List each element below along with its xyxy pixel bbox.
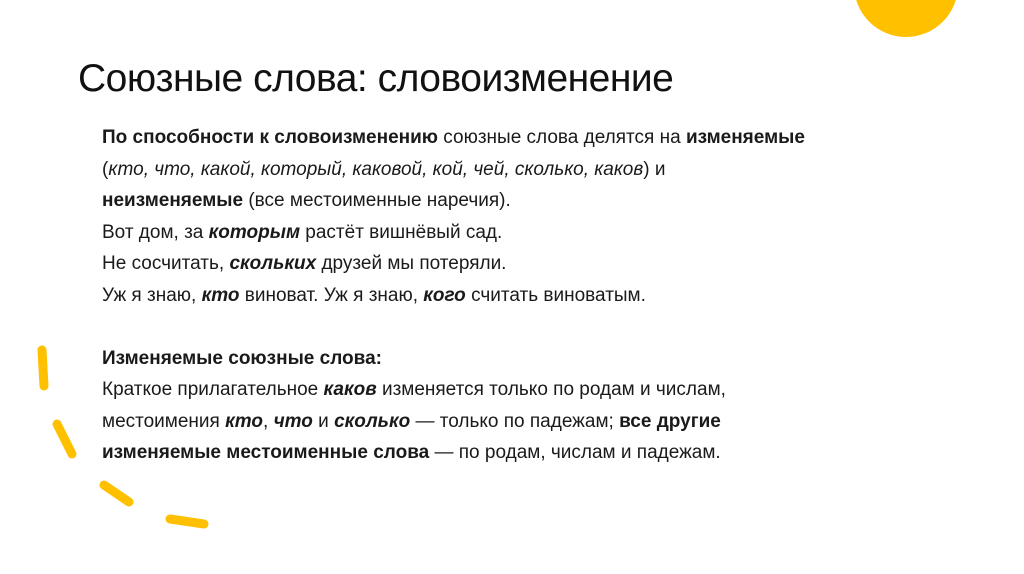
keyword-kakov: каков bbox=[323, 379, 377, 400]
example-2-text-a: Не сосчитать, bbox=[102, 253, 230, 274]
example-3-text-c: считать виноватым. bbox=[465, 284, 646, 306]
term-changeable: изменяемые bbox=[685, 127, 805, 148]
example-1-text-a: Вот дом, за bbox=[102, 221, 209, 243]
example-1-keyword: которым bbox=[208, 221, 301, 243]
example-sentence-1 bbox=[102, 217, 962, 249]
example-2-keyword: скольких bbox=[229, 253, 317, 274]
section-line-3 bbox=[102, 437, 962, 469]
section-text-d: — только по падежам; bbox=[410, 410, 620, 432]
section-comma: , bbox=[263, 410, 274, 432]
section-line-2 bbox=[102, 406, 962, 438]
section-text-b: изменяется только по родам и числам, bbox=[376, 379, 726, 400]
changeable-word-list: кто, что, какой, который, каковой, кой, чей, сколько, каков bbox=[108, 158, 644, 180]
intro-line-3 bbox=[102, 185, 962, 217]
yellow-circle-decoration bbox=[854, 0, 958, 37]
term-unchangeable: неизменяемые bbox=[102, 190, 244, 211]
section-bold-all-other: все другие bbox=[619, 410, 721, 432]
section-text-c: местоимения bbox=[102, 410, 226, 432]
section-line-1 bbox=[102, 374, 962, 406]
slide-body bbox=[102, 122, 962, 469]
intro-bold-lead: По способности к словоизменению bbox=[102, 127, 439, 148]
example-3-keyword-a: кто bbox=[201, 284, 240, 306]
example-3-text-a: Уж я знаю, bbox=[102, 284, 202, 306]
slide-title: Союзные слова: словоизменение bbox=[78, 57, 674, 100]
intro-line-1 bbox=[102, 122, 962, 154]
unchangeable-note: (все местоименные наречия). bbox=[243, 190, 511, 211]
example-sentence-3 bbox=[102, 280, 962, 312]
keyword-skolko: сколько bbox=[334, 410, 411, 432]
example-1-text-b: растёт вишнёвый сад. bbox=[300, 221, 503, 243]
example-2-text-b: друзей мы потеряли. bbox=[316, 253, 507, 274]
section-text-a: Краткое прилагательное bbox=[102, 379, 324, 400]
paren-close-and: ) и bbox=[643, 158, 666, 180]
example-3-keyword-b: кого bbox=[423, 284, 466, 306]
paren-open: ( bbox=[102, 158, 109, 180]
example-sentence-2 bbox=[102, 248, 962, 280]
arc-dash-1 bbox=[42, 350, 44, 386]
paragraph-spacer bbox=[102, 311, 962, 343]
keyword-kto: кто bbox=[225, 410, 263, 432]
intro-text: союзные слова делятся на bbox=[438, 127, 686, 148]
arc-dash-4 bbox=[170, 519, 204, 524]
section-text-e: — по родам, числам и падежам. bbox=[429, 442, 721, 463]
arc-dash-2 bbox=[57, 424, 72, 454]
section-bold-changeable-words: изменяемые местоименные слова bbox=[102, 442, 430, 463]
section-and: и bbox=[312, 410, 335, 432]
intro-line-2 bbox=[102, 154, 962, 186]
keyword-chto: что bbox=[273, 410, 313, 432]
example-3-text-b: виноват. Уж я знаю, bbox=[239, 284, 424, 306]
arc-dash-3 bbox=[104, 485, 129, 502]
section-heading: Изменяемые союзные слова: bbox=[102, 347, 382, 369]
